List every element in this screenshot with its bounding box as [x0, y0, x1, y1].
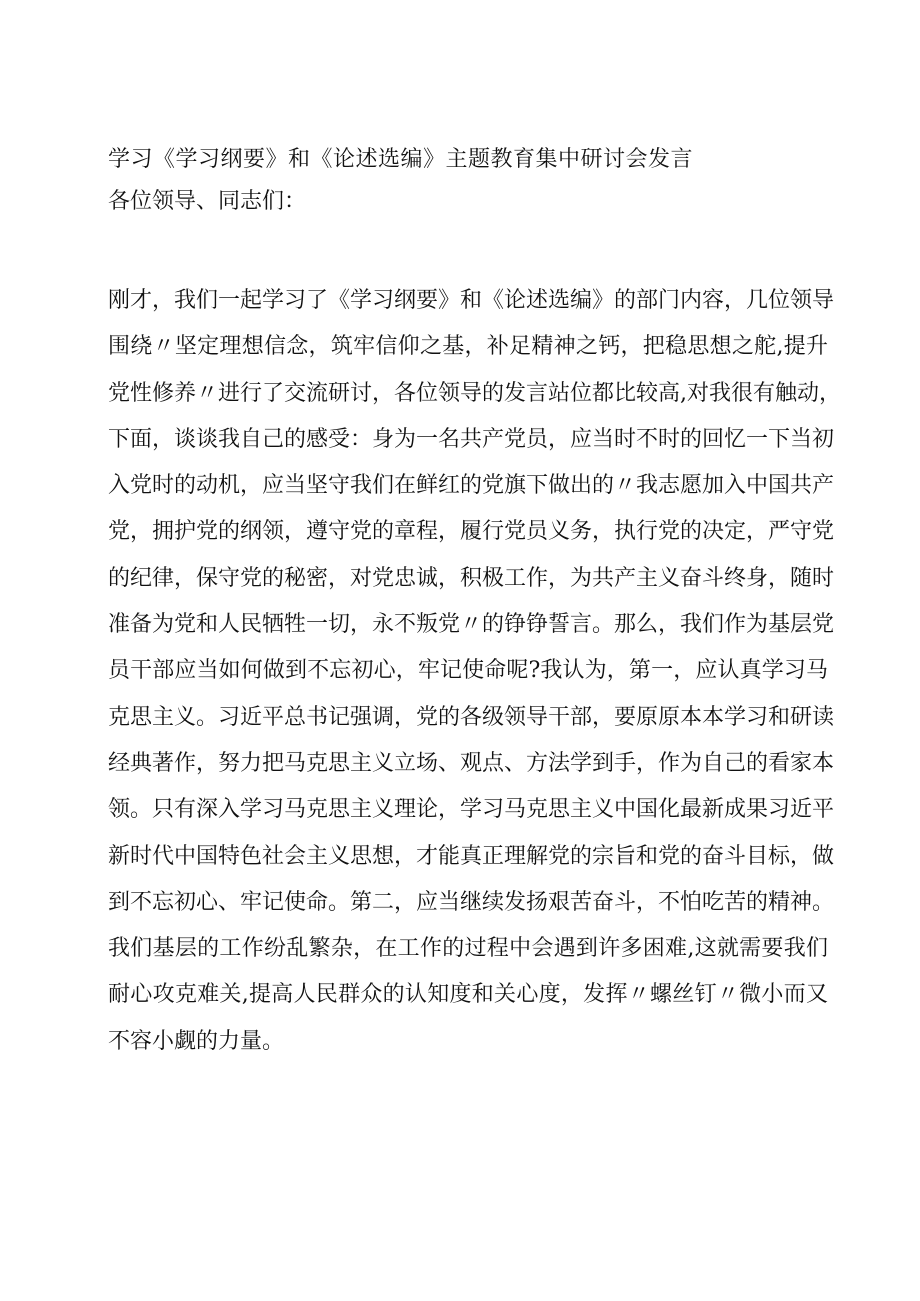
body-line: 党，拥护党的纲领，遵守党的章程，履行党员义务，执行党的决定，严守党	[108, 519, 835, 545]
body-line: 党性修养〃进行了交流研讨，各位领导的发言站位都比较高,对我很有触动，	[108, 380, 841, 406]
body-line: 克思主义。习近平总书记强调，党的各级领导干部，要原原本本学习和研读	[108, 704, 835, 730]
body-line: 员干部应当如何做到不忘初心，牢记使命呢?我认为，第一，应认真学习马	[108, 658, 828, 684]
body-line: 刚才，我们一起学习了《学习纲要》和《论述选编》的部门内容，几位领导	[108, 288, 835, 313]
body-line: 围绕〃坚定理想信念，筑牢信仰之基，补足精神之钙，把稳思想之舵,提升	[108, 334, 828, 360]
body-line: 耐心攻克难关,提高人民群众的认知度和关心度，发挥〃螺丝钉〃微小而又	[108, 982, 828, 1008]
body-line: 准备为党和人民牺牲一切，永不叛党〃的铮铮誓言。那么，我们作为基层党	[108, 612, 835, 638]
body-paragraph	[108, 278, 841, 1065]
greeting: 各位领导、同志们：	[108, 189, 307, 214]
body-line: 不容小觑的力量。	[108, 1028, 285, 1054]
body-line: 下面，谈谈我自己的感受：身为一名共产党员，应当时不时的回忆一下当初	[108, 426, 835, 452]
body-line: 新时代中国特色社会主义思想，才能真正理解党的宗旨和党的奋斗目标，做	[108, 843, 835, 869]
body-line: 入党时的动机，应当坚守我们在鲜红的党旗下做出的〃我志愿加入中国共产	[108, 473, 835, 499]
body-line: 经典著作，努力把马克思主义立场、观点、方法学到手，作为自己的看家本	[108, 750, 835, 776]
body-line: 领。只有深入学习马克思主义理论，学习马克思主义中国化最新成果习近平	[108, 797, 835, 823]
document-title: 学习《学习纲要》和《论述选编》主题教育集中研讨会发言	[108, 147, 694, 172]
body-line: 我们基层的工作纷乱繁杂，在工作的过程中会遇到许多困难,这就需要我们	[108, 936, 828, 962]
body-line: 到不忘初心、牢记使命。第二，应当继续发扬艰苦奋斗，不怕吃苦的精神。	[108, 889, 835, 915]
body-line: 的纪律，保守党的秘密，对党忠诚，积极工作，为共产主义奋斗终身，随时	[108, 565, 835, 591]
